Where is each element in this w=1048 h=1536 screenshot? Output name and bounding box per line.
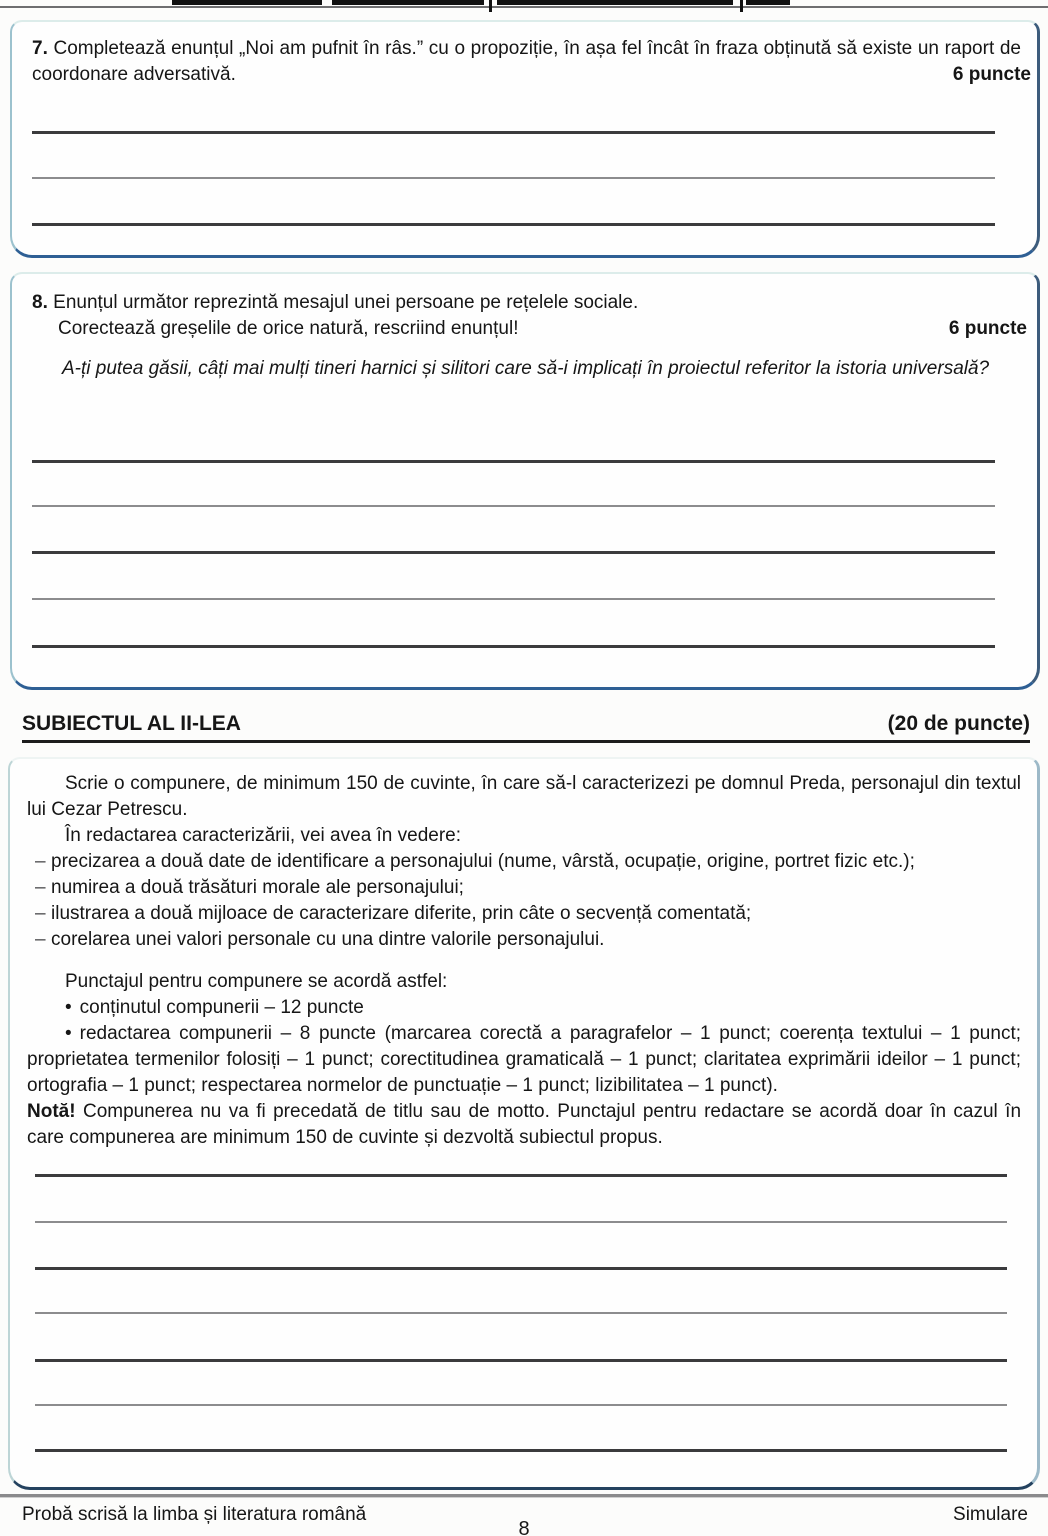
note-paragraph: Notă! Compunerea nu va fi precedată de titlu sau de motto. Punctajul pentru redactare se acordă doar în cazul în care compunerea are minimum 150 de cuvinte și dezvoltă subiectul propus.: [27, 1101, 1022, 1148]
section2-title: SUBIECTUL AL II-LEA: [22, 712, 241, 735]
scan-artifact-dash: [332, 0, 484, 5]
section2-instructions: [10, 759, 1037, 1151]
answer-line: [32, 223, 995, 226]
section2-box: [8, 757, 1040, 1490]
bullet-marker: •: [65, 1023, 72, 1044]
page-number: 8: [518, 1518, 530, 1536]
question8-head: [12, 274, 1037, 382]
answer-line: [35, 1312, 1007, 1314]
dash-marker: –: [35, 877, 46, 898]
answer-line: [32, 645, 995, 648]
guideline-item: – numirea a două trăsături morale ale personajului;: [27, 875, 1021, 901]
scan-artifact-cropped-text: [0, 0, 1048, 12]
question8-box: [10, 272, 1040, 690]
answer-line: [35, 1404, 1007, 1406]
answer-line: [32, 177, 995, 179]
scoring-item: • redactarea compunerii – 8 puncte (marcarea corectă a paragrafelor – 1 punct; coerența textului – 1 punct; proprietatea termenilor folosiți – 1 punct; corectitudinea gramaticală – 1 punct; claritatea exprimării ideilor – 1 punct; ortografia – 1 punct; respectarea normelor de punctuație – 1 punct; lizibilitatea – 1 punct).: [27, 1023, 1021, 1096]
question8-quote: A-ți putea găsii, câți mai mulți tineri harnici și silitori care să-i implicați în proiectul referitor la istoria universală?: [62, 358, 990, 379]
section2-heading: [22, 712, 1030, 743]
section2-points: (20 de puncte): [887, 712, 1030, 735]
question7-points: 6 puncte: [952, 64, 1031, 85]
answer-line: [35, 1267, 1007, 1270]
section2-guidelines-intro: În redactarea caracterizării, vei avea în vedere:: [65, 825, 462, 846]
footer-exam-title: Probă scrisă la limba și literatura română: [22, 1504, 367, 1525]
question8-points: 6 puncte: [948, 318, 1027, 339]
scoring-intro: Punctajul pentru compunere se acordă astfel:: [65, 971, 448, 992]
guideline-item: – corelarea unei valori personale cu una dintre valorile personajului.: [27, 927, 1021, 953]
scan-artifact-dash: [746, 0, 790, 5]
answer-line: [32, 505, 995, 507]
bullet-marker: •: [65, 997, 72, 1018]
question8-line1: 8. Enunțul următor reprezintă mesajul unei persoane pe rețelele sociale.: [32, 292, 639, 313]
question7-box: [10, 20, 1040, 258]
dash-marker: –: [35, 903, 46, 924]
guideline-item: – ilustrarea a două mijloace de caracterizare diferite, prin câte o secvență comentată;: [27, 901, 1021, 927]
dash-marker: –: [35, 929, 46, 950]
scoring-item: • conținutul compunerii – 12 puncte: [65, 997, 364, 1018]
guideline-item: – precizarea a două date de identificare a personajului (nume, vârstă, ocupație, origine, portret fizic etc.);: [27, 849, 1021, 875]
scan-artifact-dash: [497, 0, 733, 5]
question7-head: [12, 22, 1037, 88]
footer-divider: [0, 1494, 1048, 1498]
answer-line: [35, 1174, 1007, 1177]
scan-artifact-rule: [0, 6, 1048, 8]
scan-artifact-tick: [489, 0, 492, 12]
question7-text: 7. Completează enunțul „Noi am pufnit în râs.” cu o propoziție, în așa fel încât în fraza obținută să existe un raport de coordonare adversativă.: [32, 38, 1022, 85]
question7-number: 7.: [32, 38, 48, 59]
answer-line: [32, 131, 995, 134]
footer-exam-type: Simulare: [953, 1504, 1028, 1525]
answer-line: [32, 551, 995, 554]
question8-line2: Corectează greșelile de orice natură, rescriind enunțul! 6 puncte: [32, 316, 1027, 342]
answer-line: [35, 1221, 1007, 1223]
scan-artifact-dash: [172, 0, 322, 5]
answer-line: [35, 1449, 1007, 1452]
answer-line: [32, 598, 995, 600]
section2-intro: Scrie o compunere, de minimum 150 de cuvinte, în care să-l caracterizezi pe domnul Preda, personajul din textul lui Cezar Petrescu.: [27, 773, 1021, 820]
answer-line: [35, 1359, 1007, 1362]
dash-marker: –: [35, 851, 46, 872]
scan-artifact-tick: [740, 0, 743, 12]
answer-line: [32, 460, 995, 463]
question8-number: 8.: [32, 292, 48, 313]
note-label: Notă!: [27, 1101, 76, 1122]
